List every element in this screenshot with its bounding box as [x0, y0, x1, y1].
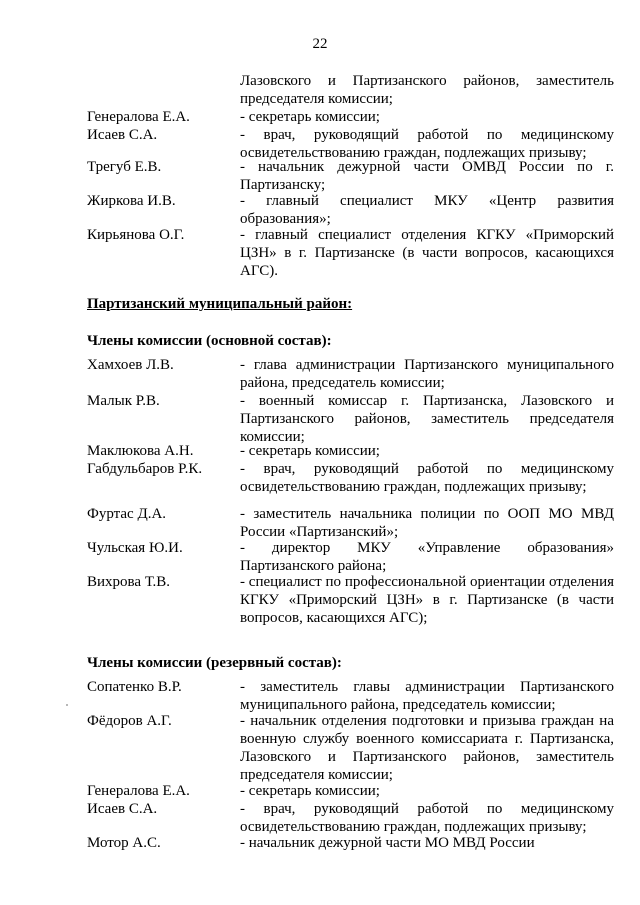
member-role: - заместитель главы администрации Партизанского муниципального района, председатель комиссии;	[240, 679, 614, 713]
member-name: Фёдоров А.Г.	[87, 713, 172, 729]
member-role: - главный специалист отделения КГКУ «Приморский ЦЗН» в г. Партизанске (в части вопросов, касающихся АГС).	[240, 227, 614, 279]
member-name: Габдульбаров Р.К.	[87, 461, 203, 477]
member-role: - военный комиссар г. Партизанска, Лазовского и Партизанского районов, заместитель председателя комиссии;	[240, 393, 614, 445]
member-name: Хамхоев Л.В.	[87, 357, 174, 373]
member-role: - начальник дежурной части МО МВД России	[240, 835, 535, 851]
member-name: Кирьянова О.Г.	[87, 227, 185, 243]
member-name: Трегуб Е.В.	[87, 159, 162, 175]
member-name: Исаев С.А.	[87, 127, 158, 143]
member-name: Фуртас Д.А.	[87, 506, 167, 522]
member-role: - секретарь комиссии;	[240, 443, 380, 459]
reserve-members-heading: Члены комиссии (резервный состав):	[87, 655, 342, 671]
member-name: Малык Р.В.	[87, 393, 160, 409]
page-number: 22	[312, 36, 328, 52]
member-name: Мотор А.С.	[87, 835, 161, 851]
member-role: - начальник отделения подготовки и призыва граждан на военную службу военного комиссариата г. Партизанска, Лазовского и Партизанского районов, заместитель председателя комиссии;	[240, 713, 614, 783]
member-name: Генералова Е.А.	[87, 109, 190, 125]
main-members-heading: Члены комиссии (основной состав):	[87, 333, 332, 349]
member-role: - заместитель начальника полиции по ООП МО МВД России «Партизанский»;	[240, 506, 614, 540]
member-role: - специалист по профессиональной ориентации отделения КГКУ «Приморский ЦЗН» в г. Партизанске (в части вопросов, касающихся АГС);	[240, 574, 614, 626]
scan-speck	[66, 704, 68, 706]
member-role: - врач, руководящий работой по медицинскому освидетельствованию граждан, подлежащих призыву;	[240, 461, 614, 495]
member-role: - врач, руководящий работой по медицинскому освидетельствованию граждан, подлежащих призыву;	[240, 127, 614, 161]
member-role: - врач, руководящий работой по медицинскому освидетельствованию граждан, подлежащих призыву;	[240, 801, 614, 835]
member-role: - начальник дежурной части ОМВД России по г. Партизанску;	[240, 159, 614, 193]
member-name: Маклюкова А.Н.	[87, 443, 194, 459]
member-name: Чульская Ю.И.	[87, 540, 183, 556]
member-role: - секретарь комиссии;	[240, 783, 380, 799]
member-name: Жиркова И.В.	[87, 193, 176, 209]
member-role: - директор МКУ «Управление образования» Партизанского района;	[240, 540, 614, 574]
member-name: Вихрова Т.В.	[87, 574, 170, 590]
member-role: - секретарь комиссии;	[240, 109, 380, 125]
member-name: Сопатенко В.Р.	[87, 679, 182, 695]
member-role: - главный специалист МКУ «Центр развития образования»;	[240, 193, 614, 227]
district-heading: Партизанский муниципальный район:	[87, 296, 353, 312]
member-role: - глава администрации Партизанского муниципального района, председатель комиссии;	[240, 357, 614, 391]
member-name: Исаев С.А.	[87, 801, 158, 817]
member-role: Лазовского и Партизанского районов, заместитель председателя комиссии;	[240, 73, 614, 107]
member-name: Генералова Е.А.	[87, 783, 190, 799]
